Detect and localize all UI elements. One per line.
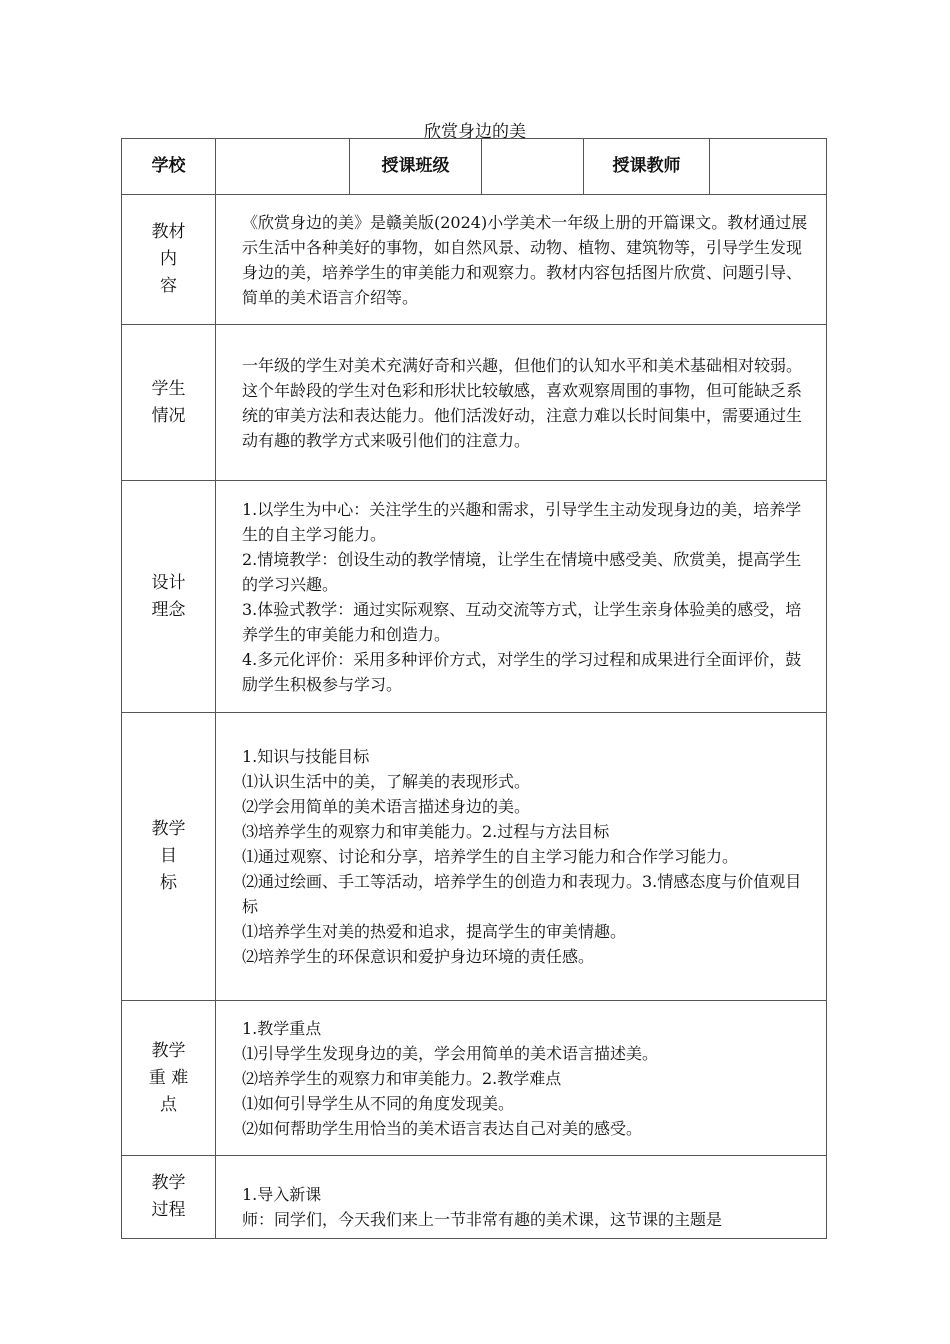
row-content-design [216, 481, 827, 713]
row-content-objectives [216, 713, 827, 1001]
lesson-plan-table [121, 138, 827, 1239]
list-item: ⑵培养学生的环保意识和爱护身边环境的责任感。 [242, 947, 595, 966]
paragraph: 《欣赏身边的美》是赣美版(2024)小学美术一年级上册的开篇课文。教材通过展示生活中各种美好的事物，如自然风景、动物、植物、建筑物等，引导学生发现身边的美，培养学生的审美能力和观察力。教材内容包括图片欣赏、问题引导、简单的美术语言介绍等。 [242, 212, 808, 307]
teacher-value [710, 139, 827, 195]
page-title: 欣赏身边的美 [424, 122, 526, 142]
list-item: 师：同学们，今天我们来上一节非常有趣的美术课，这节课的主题是 [242, 1210, 723, 1229]
row-objectives [122, 713, 827, 1001]
row-content-key-points [216, 1001, 827, 1156]
row-content-material [216, 195, 827, 325]
list-item: 1.以学生为中心：关注学生的兴趣和需求，引导学生主动发现身边的美，培养学生的自主学习能力。 [242, 499, 802, 544]
list-item: ⑴通过观察、讨论和分享，培养学生的自主学习能力和合作学习能力。 [242, 847, 739, 866]
list-item: ⑵学会用简单的美术语言描述身边的美。 [242, 797, 531, 816]
row-label-key-points: 教学 重 难 点 [122, 1001, 216, 1156]
list-item: 4.多元化评价：采用多种评价方式，对学生的学习过程和成果进行全面评价，鼓励学生积极参与学习。 [242, 649, 802, 694]
list-item: ⑴培养学生对美的热爱和追求，提高学生的审美情趣。 [242, 922, 627, 941]
list-item: 1.教学重点 [242, 1018, 322, 1038]
school-label: 学校 [122, 139, 216, 195]
paragraph: 一年级的学生对美术充满好奇和兴趣，但他们的认知水平和美术基础相对较弱。这个年龄段的学生对色彩和形状比较敏感，喜欢观察周围的事物，但可能缺乏系统的审美方法和表达能力。他们活泼好动，注意力难以长时间集中，需要通过生动有趣的教学方式来吸引他们的注意力。 [242, 355, 803, 450]
row-label-objectives: 教学 目 标 [122, 713, 216, 1001]
list-item: ⑴引导学生发现身边的美，学会用简单的美术语言描述美。 [242, 1043, 659, 1063]
row-students [122, 325, 827, 481]
row-process [122, 1156, 827, 1239]
row-content-students [216, 325, 827, 481]
row-label-design: 设计 理念 [122, 481, 216, 713]
row-label-material: 教材 内 容 [122, 195, 216, 325]
row-material [122, 195, 827, 325]
list-item: 2.情境教学：创设生动的教学情境，让学生在情境中感受美、欣赏美，提高学生的学习兴趣。 [242, 549, 802, 594]
list-item: 1.导入新课 [242, 1185, 322, 1204]
list-item: 3.体验式教学：通过实际观察、互动交流等方式，让学生亲身体验美的感受，培养学生的审美能力和创造力。 [242, 599, 802, 644]
row-design [122, 481, 827, 713]
header-row [122, 139, 827, 195]
row-label-students: 学生 情况 [122, 325, 216, 481]
list-item: ⑶培养学生的观察力和审美能力。2.过程与方法目标 [242, 822, 610, 841]
list-item: ⑵培养学生的观察力和审美能力。2.教学难点 [242, 1068, 562, 1088]
list-item: ⑴认识生活中的美，了解美的表现形式。 [242, 772, 531, 791]
school-value [216, 139, 350, 195]
list-item: ⑵如何帮助学生用恰当的美术语言表达自己对美的感受。 [242, 1118, 643, 1138]
list-item: ⑵通过绘画、手工等活动，培养学生的创造力和表现力。3.情感态度与价值观目标 [242, 872, 802, 916]
list-item: ⑴如何引导学生从不同的角度发现美。 [242, 1093, 515, 1113]
row-content-process [216, 1156, 827, 1239]
list-item: 1.知识与技能目标 [242, 747, 370, 766]
row-label-process: 教学 过程 [122, 1156, 216, 1239]
row-key-points [122, 1001, 827, 1156]
teacher-label: 授课教师 [584, 139, 710, 195]
class-value [482, 139, 584, 195]
class-label: 授课班级 [350, 139, 482, 195]
